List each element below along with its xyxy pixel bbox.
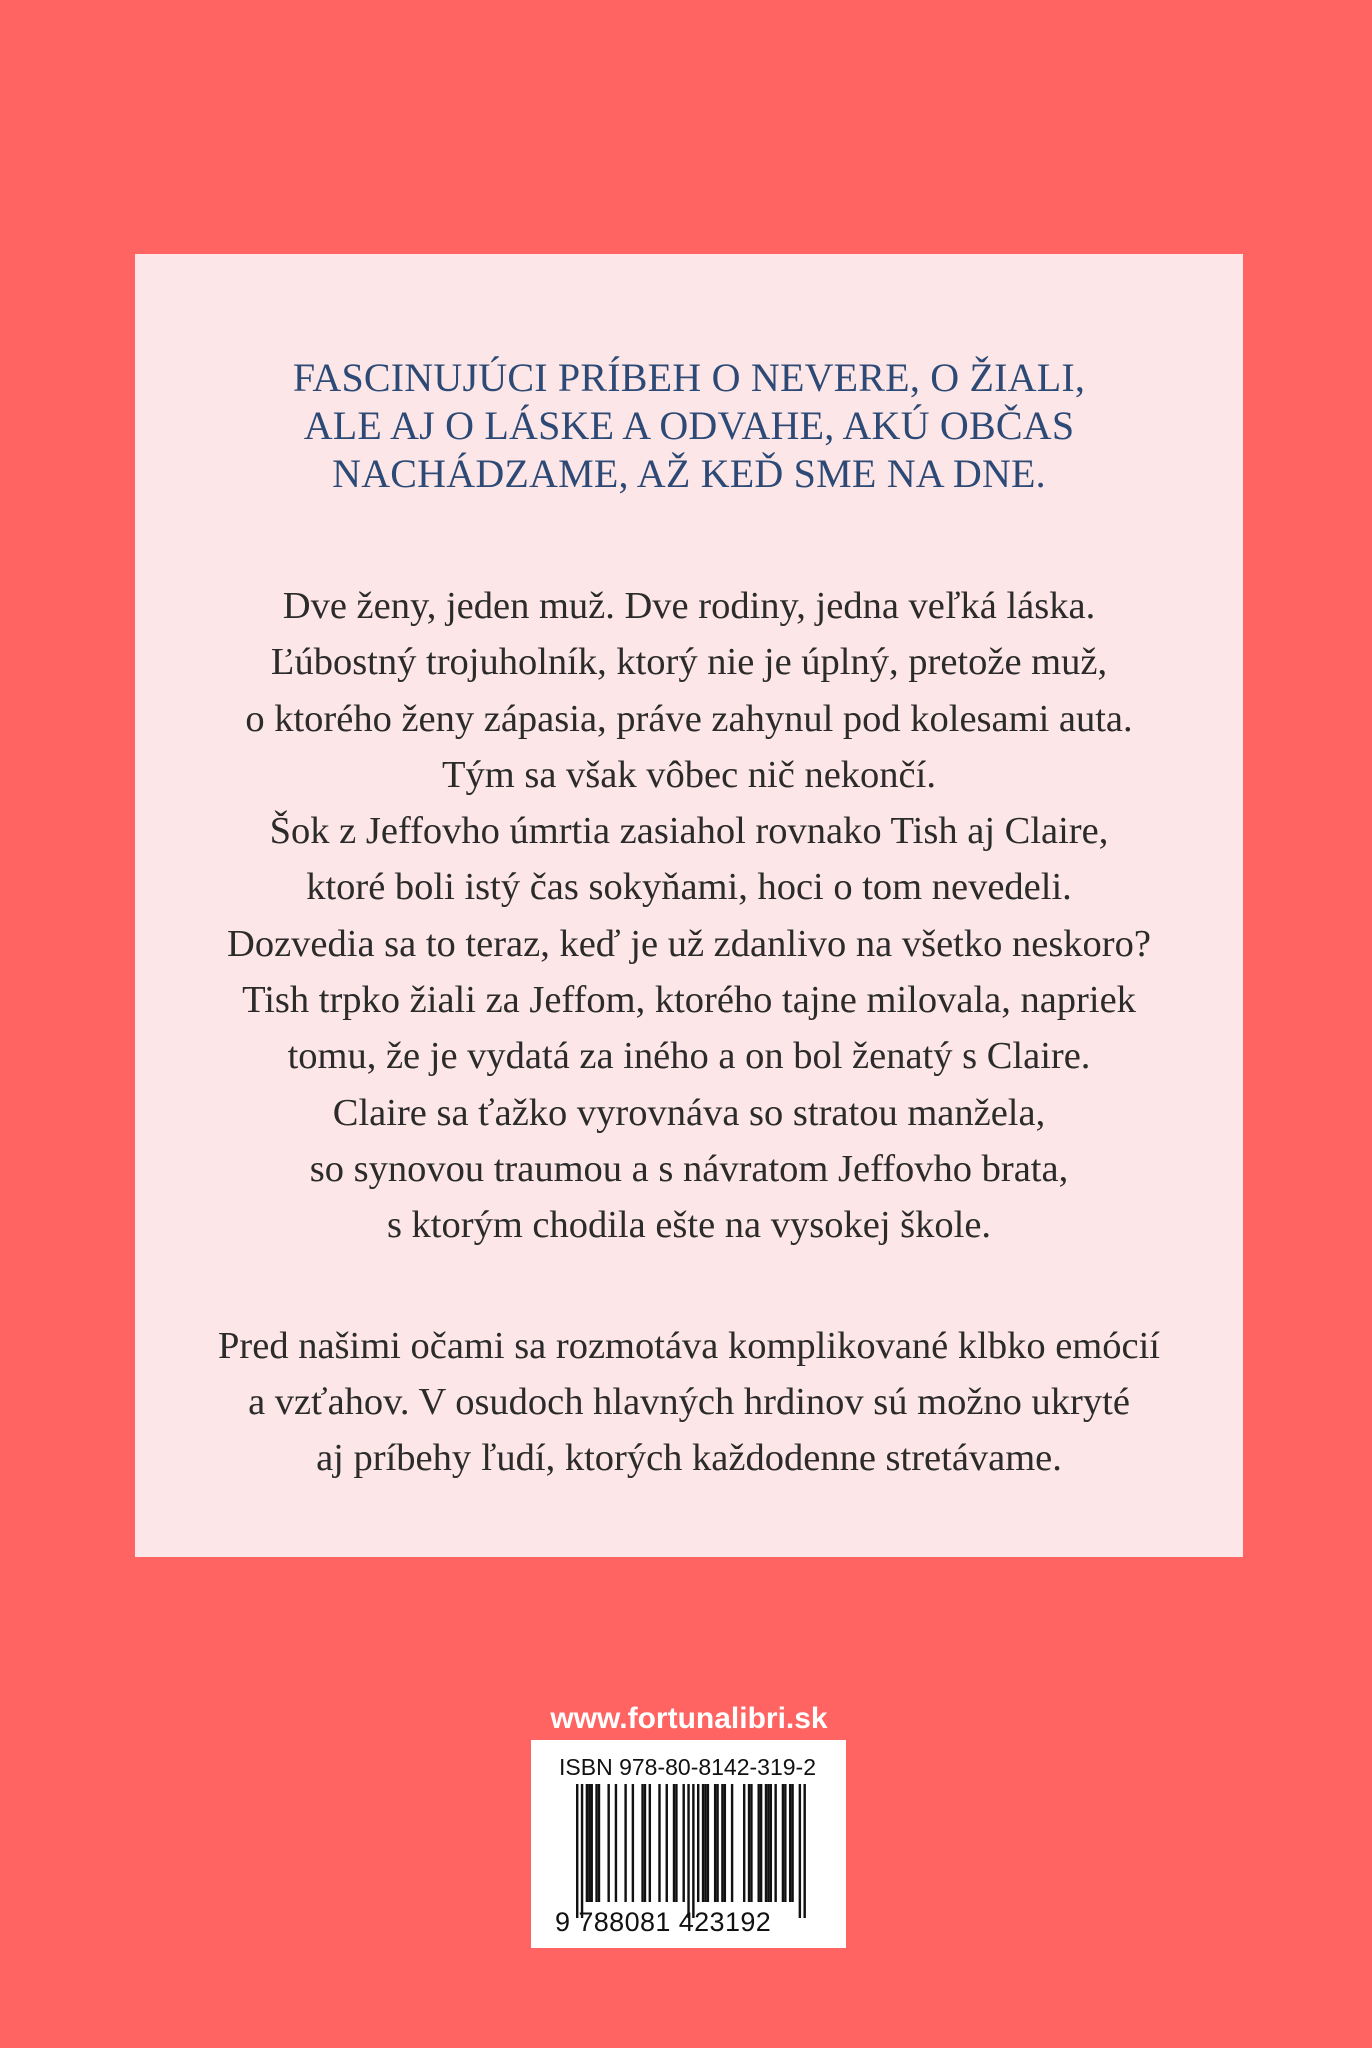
barcode-bar xyxy=(697,1784,699,1902)
barcode-bar xyxy=(791,1784,793,1902)
blurb-line: Claire sa ťažko vyrovnáva so stratou manžela, xyxy=(332,1091,1046,1134)
tagline xyxy=(135,354,1243,498)
blurb-line: so synovou traumou a s návratom Jeffovho brata, xyxy=(309,1147,1069,1190)
barcode-bar xyxy=(632,1784,634,1902)
barcode-bar xyxy=(774,1784,776,1902)
barcode-bar xyxy=(644,1784,646,1902)
blurb-panel xyxy=(135,254,1243,1557)
isbn-label: ISBN 978-80-8142-319-2 xyxy=(559,1754,816,1780)
barcode-bar xyxy=(702,1784,704,1902)
blurb-line: Pred našimi očami sa rozmotáva komplikované klbko emócií xyxy=(218,1324,1160,1367)
barcode-bar xyxy=(673,1784,675,1902)
barcode-bar xyxy=(624,1784,626,1902)
blurb-line: aj príbehy ľudí, ktorých každodenne stretávame. xyxy=(316,1437,1062,1480)
tagline-line: NACHÁDZAME, AŽ KEĎ SME NA DNE. xyxy=(332,451,1046,496)
barcode-bar xyxy=(765,1784,767,1902)
blurb-line: Tish trpko žiali za Jeffom, ktorého tajne milovala, napriek xyxy=(242,979,1136,1022)
barcode-bar xyxy=(607,1784,609,1902)
barcode-bar xyxy=(789,1784,791,1902)
barcode-bar xyxy=(782,1784,784,1902)
barcode-bar xyxy=(666,1784,668,1902)
blurb-line: tomu, že je vydatá za iného a on bol ženatý s Claire. xyxy=(287,1035,1091,1078)
barcode-bar xyxy=(760,1784,762,1902)
blurb-line: a vzťahov. V osudoch hlavných hrdinov sú možno ukryté xyxy=(248,1380,1130,1423)
barcode-bar xyxy=(784,1784,786,1902)
tagline-line: FASCINUJÚCI PRÍBEH O NEVERE, O ŽIALI, xyxy=(292,355,1086,400)
barcode-bar xyxy=(714,1784,716,1902)
blurb-line: s ktorým chodila ešte na vysokej škole. xyxy=(386,1204,992,1247)
blurb-line: Šok z Jeffovho úmrtia zasiahol rovnako Tish aj Claire, xyxy=(269,810,1109,853)
barcode-bar xyxy=(724,1784,726,1902)
blurb-line: Ľúbostný trojuholník, ktorý nie je úplný, pretože muž, xyxy=(270,641,1108,684)
ean-digits: 9 788081 423192 xyxy=(555,1907,772,1937)
blurb-line: Tým sa však vôbec nič nekončí. xyxy=(442,753,936,796)
barcode-bar xyxy=(586,1784,588,1902)
barcode-bar xyxy=(588,1784,590,1902)
barcode-bar xyxy=(704,1784,706,1902)
blurb-line: Dve ženy, jeden muž. Dve rodiny, jedna veľká láska. xyxy=(282,585,1096,627)
barcode-bar xyxy=(803,1784,805,1918)
isbn-barcode-box xyxy=(531,1740,846,1948)
blurb-line: ktoré boli istý čas sokyňami, hoci o tom nevedeli. xyxy=(306,866,1072,909)
barcode-bar xyxy=(799,1784,801,1918)
barcode-bar xyxy=(682,1784,684,1902)
blurb-line: o ktorého ženy zápasia, práve zahynul pod kolesami auta. xyxy=(245,697,1133,740)
barcode-bar xyxy=(770,1784,772,1902)
barcode-bar xyxy=(591,1784,593,1902)
barcode-bar xyxy=(692,1784,694,1918)
tagline-line: ALE AJ O LÁSKE A ODVAHE, AKÚ OBČAS xyxy=(303,403,1075,448)
barcode-bar xyxy=(687,1784,689,1918)
barcode-bar xyxy=(675,1784,677,1902)
barcode-bar xyxy=(649,1784,651,1902)
barcode-bar xyxy=(758,1784,760,1902)
blurb-line: Dozvedia sa to teraz, keď je už zdanlivo na všetko neskoro? xyxy=(227,922,1151,965)
barcode-bar xyxy=(641,1784,643,1902)
barcode-bar xyxy=(748,1784,750,1902)
blurb-paragraph-1 xyxy=(135,578,1243,1254)
barcode-bar xyxy=(658,1784,660,1902)
barcode-bar xyxy=(707,1784,709,1902)
barcode-bar xyxy=(615,1784,617,1902)
barcode-bar xyxy=(721,1784,723,1902)
blurb-paragraph-2 xyxy=(135,1318,1243,1487)
barcode-bar xyxy=(743,1784,745,1902)
barcode-bar xyxy=(716,1784,718,1902)
barcode-bar xyxy=(576,1784,578,1918)
barcode-bar xyxy=(598,1784,600,1902)
barcode-bar xyxy=(731,1784,733,1902)
barcode-bar xyxy=(595,1784,597,1902)
barcode-bar xyxy=(750,1784,752,1902)
publisher-website: www.fortunalibri.sk xyxy=(550,1702,828,1735)
barcode-bar xyxy=(581,1784,583,1918)
barcode-bar xyxy=(767,1784,769,1902)
